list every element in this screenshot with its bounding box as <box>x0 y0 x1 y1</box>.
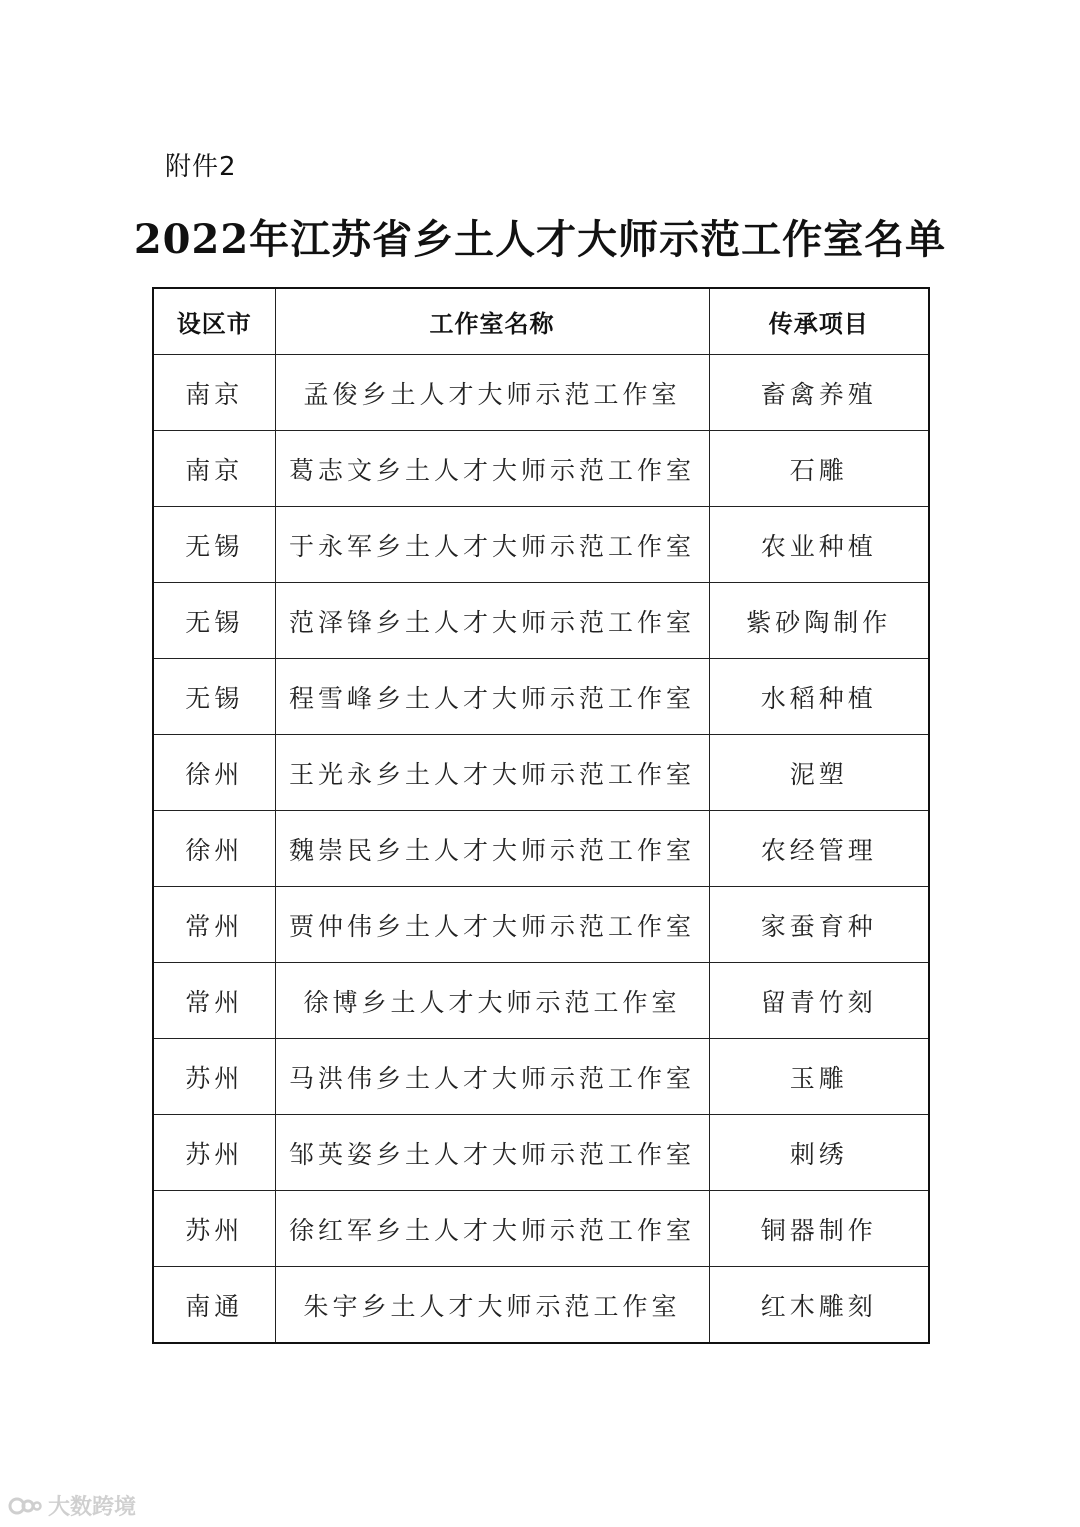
cell-studio-name: 程雪峰乡土人才大师示范工作室 <box>275 659 709 735</box>
table-row <box>153 431 929 507</box>
table-row <box>153 1039 929 1115</box>
cell-studio-name: 邹英姿乡土人才大师示范工作室 <box>275 1115 709 1191</box>
cell-studio-name: 王光永乡土人才大师示范工作室 <box>275 735 709 811</box>
page-title: 2022年江苏省乡土人才大师示范工作室名单 <box>133 216 947 263</box>
cell-city: 无锡 <box>153 507 275 583</box>
cell-city: 常州 <box>153 963 275 1039</box>
cell-studio-name: 于永军乡土人才大师示范工作室 <box>275 507 709 583</box>
cell-city: 苏州 <box>153 1115 275 1191</box>
cell-studio-name: 范泽锋乡土人才大师示范工作室 <box>275 583 709 659</box>
table-row <box>153 583 929 659</box>
cell-heritage-project: 紫砂陶制作 <box>709 583 929 659</box>
cell-city: 无锡 <box>153 659 275 735</box>
watermark-text: 大数跨境 <box>48 1495 137 1520</box>
header-studio-name: 工作室名称 <box>275 288 709 355</box>
cell-heritage-project: 石雕 <box>709 431 929 507</box>
cell-studio-name: 贾仲伟乡土人才大师示范工作室 <box>275 887 709 963</box>
table-row <box>153 659 929 735</box>
header-city: 设区市 <box>153 288 275 355</box>
table-row <box>153 1115 929 1191</box>
cell-heritage-project: 家蚕育种 <box>709 887 929 963</box>
cell-city: 无锡 <box>153 583 275 659</box>
cell-heritage-project: 泥塑 <box>709 735 929 811</box>
cell-studio-name: 徐博乡土人才大师示范工作室 <box>275 963 709 1039</box>
cell-city: 南通 <box>153 1267 275 1344</box>
cell-heritage-project: 铜器制作 <box>709 1191 929 1267</box>
cell-city: 常州 <box>153 887 275 963</box>
table-row <box>153 735 929 811</box>
cell-studio-name: 徐红军乡土人才大师示范工作室 <box>275 1191 709 1267</box>
cell-city: 徐州 <box>153 811 275 887</box>
cell-studio-name: 朱宇乡土人才大师示范工作室 <box>275 1267 709 1344</box>
table-row <box>153 887 929 963</box>
table-row <box>153 355 929 431</box>
table-row <box>153 1267 929 1344</box>
table-row <box>153 507 929 583</box>
table-row <box>153 811 929 887</box>
table-header-row <box>153 288 929 355</box>
cell-heritage-project: 农业种植 <box>709 507 929 583</box>
cell-studio-name: 马洪伟乡土人才大师示范工作室 <box>275 1039 709 1115</box>
cell-city: 南京 <box>153 355 275 431</box>
table-body <box>153 355 929 1344</box>
cell-heritage-project: 畜禽养殖 <box>709 355 929 431</box>
cell-city: 苏州 <box>153 1039 275 1115</box>
cell-heritage-project: 留青竹刻 <box>709 963 929 1039</box>
cell-heritage-project: 刺绣 <box>709 1115 929 1191</box>
cell-city: 南京 <box>153 431 275 507</box>
cell-studio-name: 葛志文乡土人才大师示范工作室 <box>275 431 709 507</box>
logo-icon <box>8 1495 42 1517</box>
cell-city: 徐州 <box>153 735 275 811</box>
table-row <box>153 963 929 1039</box>
cell-heritage-project: 红木雕刻 <box>709 1267 929 1344</box>
studio-roster-table <box>152 287 930 1344</box>
cell-heritage-project: 水稻种植 <box>709 659 929 735</box>
attachment-label: 附件2 <box>165 152 237 182</box>
cell-studio-name: 魏崇民乡土人才大师示范工作室 <box>275 811 709 887</box>
cell-studio-name: 孟俊乡土人才大师示范工作室 <box>275 355 709 431</box>
table-row <box>153 1191 929 1267</box>
cell-heritage-project: 玉雕 <box>709 1039 929 1115</box>
cell-city: 苏州 <box>153 1191 275 1267</box>
cell-heritage-project: 农经管理 <box>709 811 929 887</box>
watermark <box>8 1490 136 1521</box>
header-heritage-project: 传承项目 <box>709 288 929 355</box>
